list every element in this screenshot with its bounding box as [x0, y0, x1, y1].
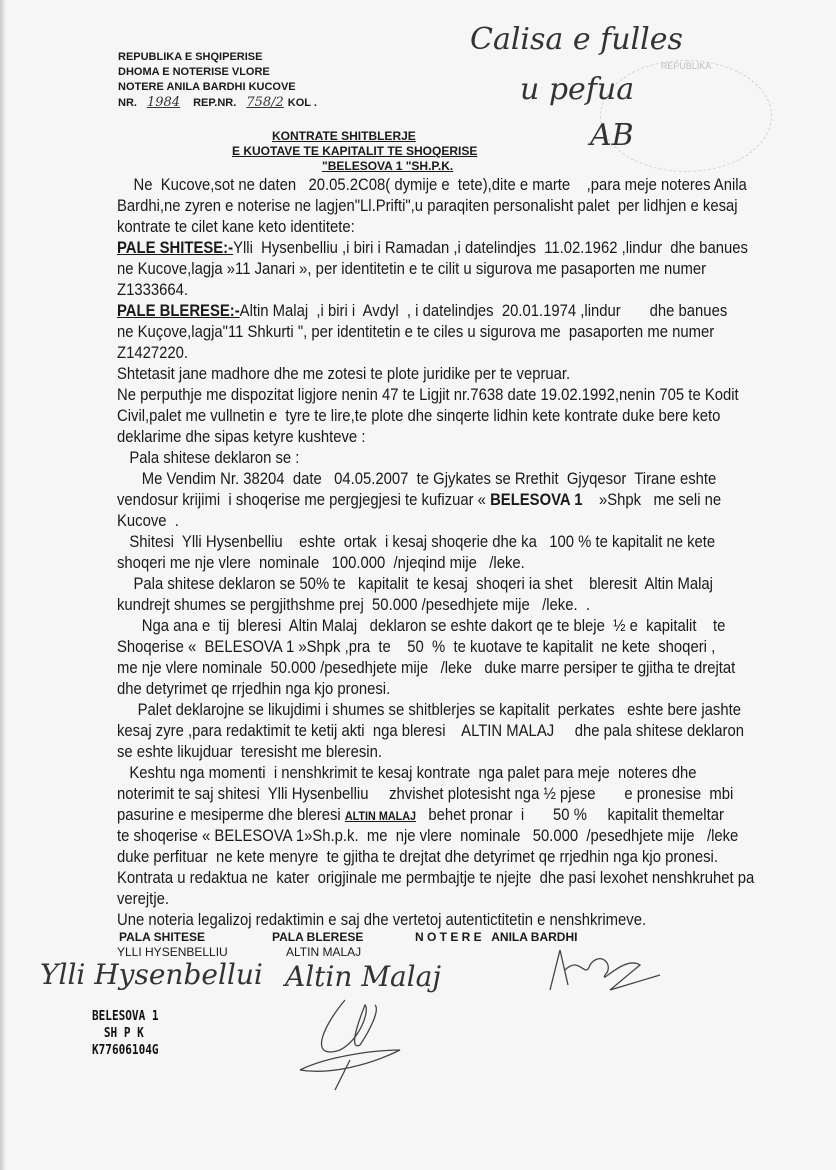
body-text-segment: Altin Malaj ,i biri i Avdyl , i datelindjes 20.01.1974 ,lindur dhe banues — [239, 302, 728, 320]
seller-label: PALA SHITESE — [119, 930, 206, 944]
body-line — [117, 658, 765, 679]
body-text-segment: te shoqerise « BELESOVA 1»Sh.p.k. me nje vlere nominale 50.000 /pesedhjete mije /leke — [117, 827, 739, 845]
buyer-label: PALA BLERESE — [272, 930, 364, 944]
body-text-segment: Shitesi Ylli Hysenbelliu eshte ortak i kesaj shoqerie dhe ka 100 % te kapitalit ne kete — [117, 533, 716, 551]
body-text-segment: Civil,palet me vullnetin e tyre te lire,te plote dhe sinqerte lidhin kete kontrate duke bere keto — [117, 407, 721, 425]
body-line — [117, 196, 765, 217]
body-text-segment: Pala shitese deklaron se 50% te kapitalit te kesaj shoqeri ia shet bleresit Altin Malaj — [117, 575, 713, 593]
body-text-segment: Nga ana e tij bleresi Altin Malaj deklaron se eshte dakort qe te bleje ½ e kapitalit te — [117, 617, 726, 635]
body-line — [117, 175, 765, 196]
kol-label: KOL . — [287, 97, 317, 109]
body-text-segment: se eshte likujduar teresisht me bleresin. — [117, 743, 382, 761]
body-text-segment: ne Kuçove,lagja"11 Shkurti ", per identitetin e te ciles u sigurova me pasaporten me numer — [117, 323, 715, 341]
body-line — [117, 868, 765, 889]
body-line — [117, 238, 765, 259]
body-line — [117, 553, 765, 574]
body-line — [117, 532, 765, 553]
contract-body — [117, 175, 836, 931]
body-line — [117, 763, 765, 784]
nr-value: 1984 — [146, 95, 181, 110]
body-text-segment: noterimit te saj shitesi Ylli Hysenbelliu zhvishet plotesisht nga ½ pjese e pronesise mbi — [117, 785, 734, 803]
handwritten-annotation: Calisa e fulles — [470, 22, 683, 57]
body-line — [117, 469, 765, 490]
body-line — [117, 217, 765, 238]
seller-name: YLLI HYSENBELLIU — [117, 945, 228, 959]
handwritten-annotation: u pefua — [520, 72, 635, 107]
register-line — [118, 95, 317, 111]
buyer-signature: Altin Malaj — [285, 960, 442, 993]
body-line — [117, 343, 765, 364]
body-text-segment: Ne Kucove,sot ne daten 20.05.2C08( dymije e tete),dite e marte ,para meje noteres Anila — [117, 176, 747, 194]
body-text-segment: Z1427220. — [117, 344, 189, 362]
body-text-segment: kundrejt shumes se pergjithshme prej 50.000 /pesedhjete mije /leke. . — [117, 596, 590, 614]
body-line — [117, 385, 765, 406]
stamp-line: K77606104G — [92, 1043, 159, 1058]
body-text-segment: BELESOVA 1 — [490, 491, 583, 509]
notary-initials-signature: AB — [590, 118, 634, 153]
body-line — [117, 427, 765, 448]
stamp-line: SH P K — [103, 1026, 144, 1041]
body-text-segment: PALE SHITESE:- — [117, 239, 234, 257]
body-line — [117, 889, 765, 910]
notary-label: N O T E R E ANILA BARDHI — [415, 930, 578, 944]
body-text-segment: pasurine e mesiperme dhe bleresi — [117, 806, 345, 824]
seller-signature: Ylli Hysenbellui — [40, 958, 263, 991]
contract-title: KONTRATE SHITBLERJE — [272, 129, 416, 143]
body-text-segment: shoqeri me nje vlere nominale 100.000 /njeqind mije /leke. — [117, 554, 525, 572]
header-line: DHOMA E NOTERISE VLORE — [118, 66, 270, 78]
body-line — [117, 826, 765, 847]
body-text-segment: vendosur krijimi i shoqerise me pergjegjesi te kufizuar « — [117, 491, 491, 509]
body-text-segment: Keshtu nga momenti i nenshkrimit te kesaj kontrate nga palet para meje noteres dhe — [117, 764, 697, 782]
header-line: NOTERE ANILA BARDHI KUCOVE — [118, 81, 296, 93]
body-text-segment: kontrate te cilet kane keto identitete: — [117, 218, 355, 236]
body-line — [117, 280, 765, 301]
body-text-segment: Bardhi,ne zyren e noterise ne lagjen"Ll.Prifti",u paraqiten personalisht palet per lidhjen e kesaj — [117, 197, 738, 215]
body-line — [117, 679, 765, 700]
body-line — [117, 616, 765, 637]
body-line — [117, 910, 765, 931]
body-line — [117, 259, 765, 280]
body-line — [117, 364, 765, 385]
body-text-segment: Kucove . — [117, 512, 179, 530]
body-line — [117, 700, 765, 721]
body-text-segment: kesaj zyre ,para redaktimit te ketij akti nga bleresi ALTIN MALAJ dhe pala shitese deklaron — [117, 722, 745, 740]
body-text-segment: Z1333664. — [117, 281, 189, 299]
rep-value: 758/2 — [246, 95, 284, 110]
body-text-segment: duke perfituar ne kete menyre te gjitha te drejtat dhe detyrimet qe rrjedhin nga kjo pronesi. — [117, 848, 718, 866]
body-text-segment: Shoqerise « BELESOVA 1 »Shpk ,pra te 50 % te kuotave te kapitalit ne kete shoqeri , — [117, 638, 716, 656]
body-text-segment: behet pronar i 50 % kapitalit themeltar — [416, 806, 724, 824]
seal-text: REPUBLIKA — [660, 61, 712, 71]
body-line — [117, 637, 765, 658]
notary-header — [118, 50, 317, 111]
body-line — [117, 847, 765, 868]
body-line — [117, 406, 765, 427]
body-line — [117, 490, 765, 511]
buyer-name: ALTIN MALAJ — [286, 945, 362, 959]
body-text-segment: PALE BLERESE:- — [117, 302, 240, 320]
body-text-segment: Shtetasit jane madhore dhe me zotesi te plote juridike per te vepruar. — [117, 365, 571, 383]
body-line — [117, 805, 765, 826]
company-name-title: "BELESOVA 1 "SH.P.K. — [322, 159, 454, 173]
body-text-segment: Pala shitese deklaron se : — [117, 449, 300, 467]
body-line — [117, 301, 765, 322]
body-line — [117, 721, 765, 742]
body-text-segment: Ylli Hysenbelliu ,i biri i Ramadan ,i datelindjes 11.02.1962 ,lindur dhe banues — [233, 239, 748, 257]
body-text-segment: Palet deklarojne se likujdimi i shumes se shitblerjes se kapitalit perkates eshte bere jashte — [117, 701, 742, 719]
body-line — [117, 322, 765, 343]
notary-signature — [530, 935, 670, 1005]
body-text-segment: Me Vendim Nr. 38204 date 04.05.2007 te Gjykates se Rrethit Gjyqesor Tirane eshte — [117, 470, 717, 488]
body-line — [117, 574, 765, 595]
body-text-segment: Kontrata u redaktua ne kater origjinale me permbajtje te njejte dhe pasi lexohet nenshkruhet pa — [117, 869, 755, 887]
body-line — [117, 511, 765, 532]
body-line — [117, 784, 765, 805]
nr-label: NR. — [118, 97, 137, 109]
scan-edge-shadow — [0, 0, 6, 1170]
body-text-segment: Ne perputhje me dispozitat ligjore nenin 47 te Ligjit nr.7638 date 19.02.1992,nenin 705 te Kodit — [117, 386, 739, 404]
header-line: REPUBLIKA E SHQIPERISE — [118, 51, 263, 63]
buyer-signature-mark — [290, 990, 410, 1100]
contract-subtitle: E KUOTAVE TE KAPITALIT TE SHOQERISE — [232, 144, 478, 158]
company-stamp — [92, 1008, 159, 1059]
body-line — [117, 742, 765, 763]
body-text-segment: deklarime dhe sipas ketyre kushteve : — [117, 428, 366, 446]
body-text-segment: ne Kucove,lagja »11 Janari », per identitetin e te cilit u sigurova me pasaporten me numer — [117, 260, 707, 278]
body-text-segment: verejtje. — [117, 890, 170, 908]
body-text-segment: »Shpk me seli ne — [582, 491, 722, 509]
body-text-segment: me nje vlere nominale 50.000 /pesedhjete mije /leke duke marre persiper te gjitha te drejtat — [117, 659, 736, 677]
body-line — [117, 448, 765, 469]
body-line — [117, 595, 765, 616]
body-text-segment: Une noteria legalizoj redaktimin e saj dhe vertetoj autentictitetin e nenshkrimeve. — [117, 911, 647, 929]
body-text-segment: ALTIN MALAJ — [344, 809, 417, 823]
stamp-line: BELESOVA 1 — [92, 1009, 159, 1024]
body-text-segment: dhe detyrimet qe rrjedhin nga kjo pronesi. — [117, 680, 391, 698]
rep-label: REP.NR. — [193, 97, 237, 109]
